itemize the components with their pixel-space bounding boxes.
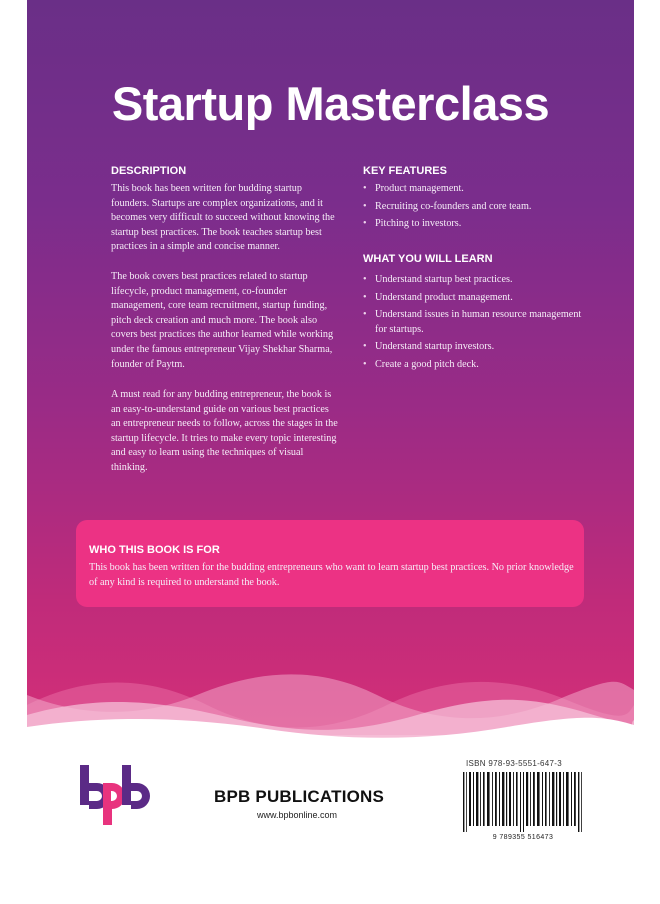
key-feature-item: • Product management.: [363, 182, 593, 197]
key-feature-item: • Recruiting co-founders and core team.: [363, 200, 593, 215]
barcode-icon: [461, 772, 585, 832]
key-feature-item: • Pitching to investors.: [363, 217, 593, 232]
publisher-name: BPB PUBLICATIONS: [214, 787, 385, 806]
learn-item: • Understand startup best practices.: [363, 273, 593, 288]
publisher-url: www.bpbonline.com: [257, 810, 338, 820]
learn-item: • Understand startup investors.: [363, 340, 593, 355]
learn-item: • Create a good pitch deck.: [363, 358, 593, 373]
description-heading: DESCRIPTION: [111, 165, 187, 177]
book-title: Startup Masterclass: [111, 77, 550, 130]
learn-list: [363, 273, 593, 376]
description-paragraph-2: The book covers best practices related to startup lifecycle, product management, co-founder management, core team recruitment, startup funding, pitch deck creation and much more. The book also covers best practices the author learned while working under the famous entrepreneur Vijay Shekhar Sharma, founder of Paytm.: [111, 271, 334, 370]
decorative-waves: [27, 655, 634, 745]
barcode-digits: 9 789355 516473: [492, 834, 554, 841]
key-features-heading: KEY FEATURES: [363, 165, 447, 177]
isbn-label: ISBN 978-93-5551-647-3: [466, 759, 562, 768]
who-this-book-is-for-box: [76, 520, 584, 607]
bpb-logo-icon: [78, 763, 150, 827]
who-text: This book has been written for the budding entrepreneurs who want to learn startup best practices. No prior knowledge of any kind is required to understand the book.: [89, 562, 574, 588]
description-paragraph-1: This book has been written for budding startup founders. Startups are complex organizations, and it becomes very difficult to succeed without knowing the startup best practices. The book teaches startup best practices in a simple and concise manner.: [111, 183, 335, 253]
description-paragraph-3: A must read for any budding entrepreneur, the book is an easy-to-understand guide on various best practices an entrepreneur needs to follow, across the stages in the startup lifecycle. It tries to make every topic interesting and easy to learn using the techniques of visual thinking.: [111, 389, 338, 473]
who-heading: WHO THIS BOOK IS FOR: [89, 544, 220, 556]
learn-item: • Understand product management.: [363, 291, 593, 306]
key-features-list: [363, 182, 593, 235]
learn-item: • Understand issues in human resource management for startups.: [363, 308, 593, 337]
learn-heading: WHAT YOU WILL LEARN: [363, 253, 493, 265]
